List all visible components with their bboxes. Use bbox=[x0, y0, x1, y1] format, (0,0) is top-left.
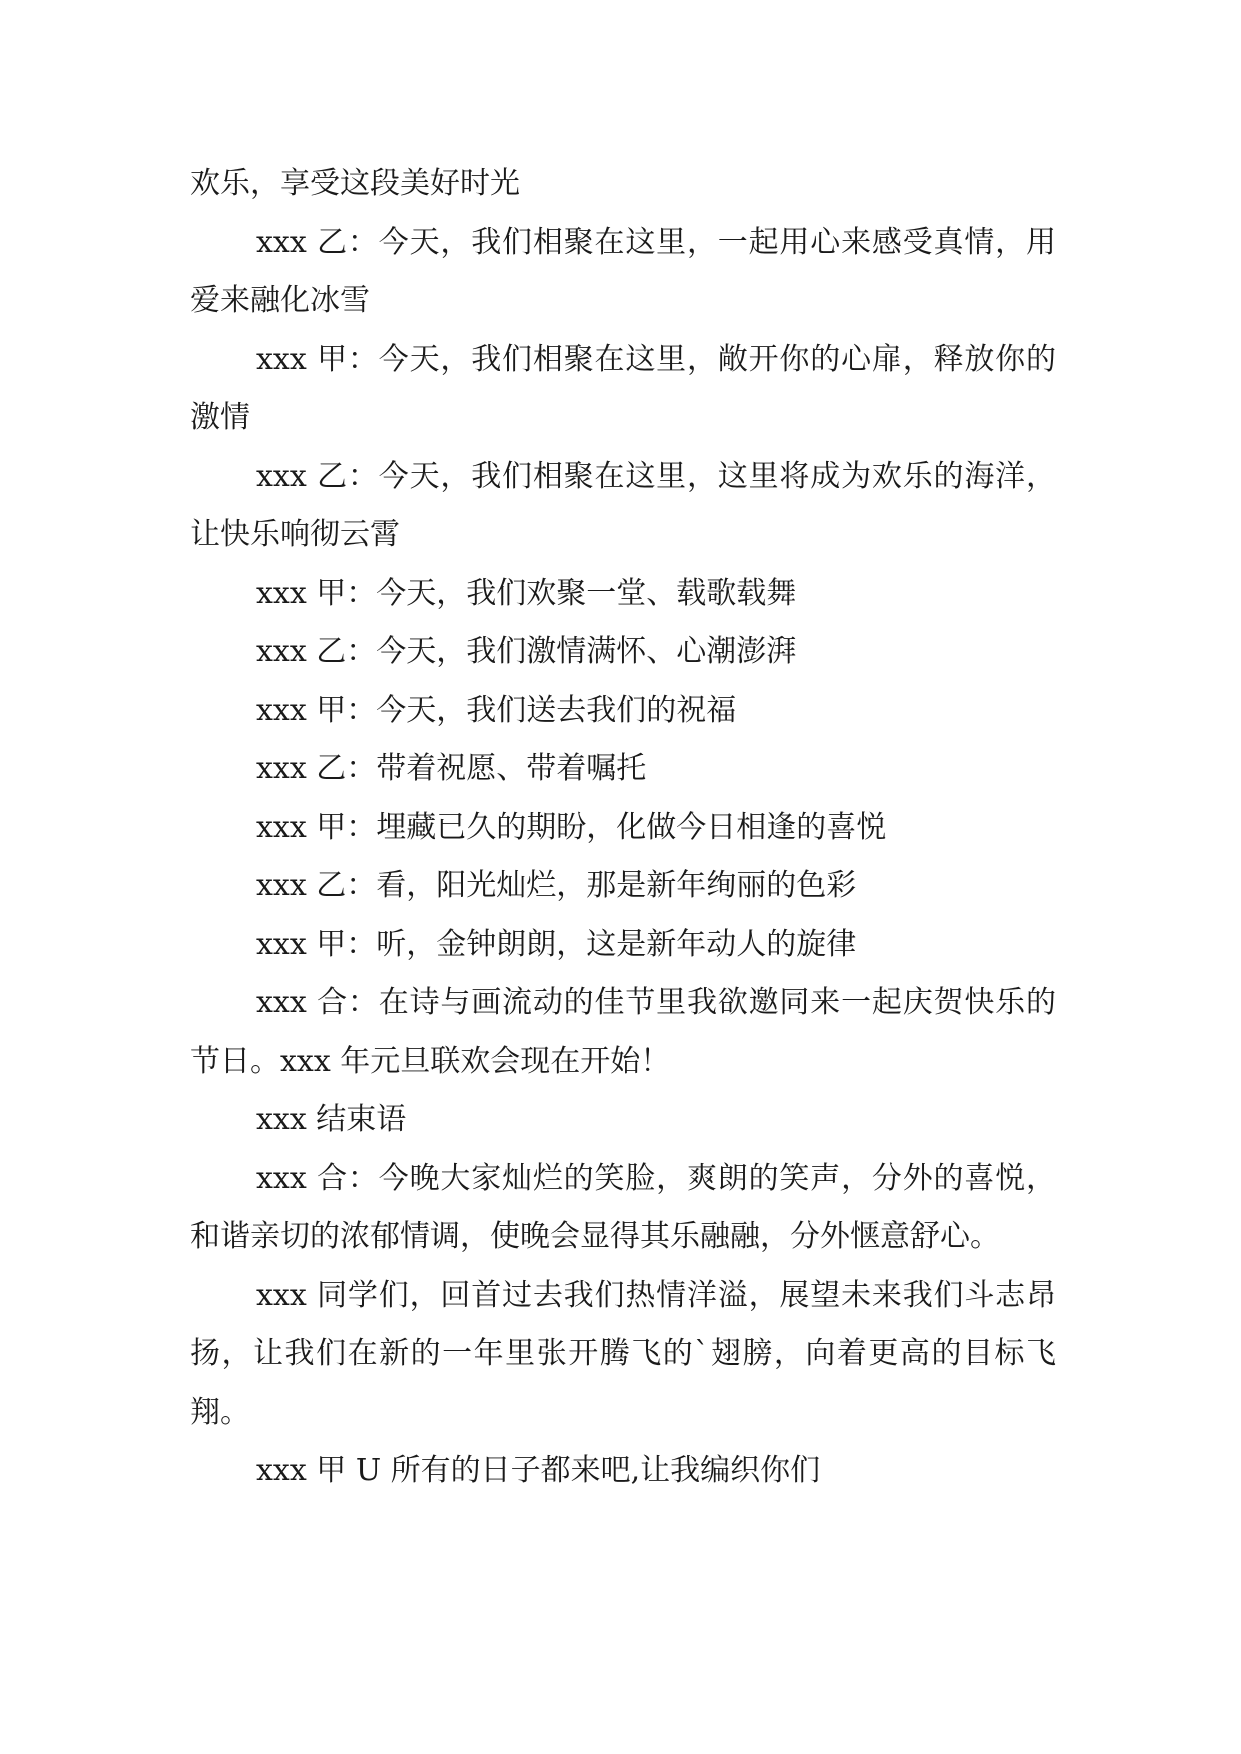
paragraph: 欢乐，享受这段美好时光 bbox=[190, 166, 520, 201]
paragraph: xxx 合：今晚大家灿烂的笑脸，爽朗的笑声，分外的喜悦，和谐亲切的浓郁情调，使晚会显得其乐融融，分外惬意舒心。 bbox=[190, 1160, 1056, 1254]
paragraph: xxx 乙：今天，我们相聚在这里，这里将成为欢乐的海洋，让快乐响彻云霄 bbox=[190, 458, 1056, 552]
paragraph: xxx 同学们，回首过去我们热情洋溢，展望未来我们斗志昂扬，让我们在新的一年里张开腾飞的`翅膀，向着更高的目标飞翔。 bbox=[190, 1277, 1056, 1430]
paragraph: xxx 乙：今天，我们相聚在这里，一起用心来感受真情，用爱来融化冰雪 bbox=[190, 224, 1056, 318]
paragraph: xxx 结束语 bbox=[256, 1102, 407, 1137]
paragraph: xxx 乙：今天，我们激情满怀、心潮澎湃 bbox=[256, 634, 797, 669]
paragraph: xxx 甲：埋藏已久的期盼，化做今日相逢的喜悦 bbox=[256, 809, 887, 845]
paragraph: xxx 乙：看，阳光灿烂，那是新年绚丽的色彩 bbox=[256, 868, 857, 903]
paragraph: xxx 甲：今天，我们相聚在这里，敞开你的心扉，释放你的激情 bbox=[190, 341, 1056, 435]
paragraph: xxx 甲 U 所有的日子都来吧,让我编织你们 bbox=[256, 1453, 821, 1488]
paragraph: xxx 甲：今天，我们送去我们的祝福 bbox=[256, 692, 737, 728]
paragraph: xxx 甲：听，金钟朗朗，这是新年动人的旋律 bbox=[256, 926, 857, 962]
paragraph: xxx 乙：带着祝愿、带着嘱托 bbox=[256, 751, 647, 786]
paragraph: xxx 甲：今天，我们欢聚一堂、载歌载舞 bbox=[256, 575, 797, 611]
document-body bbox=[190, 155, 1056, 1501]
paragraph: xxx 合：在诗与画流动的佳节里我欲邀同来一起庆贺快乐的节日。xxx 年元旦联欢会现在开始！ bbox=[190, 985, 1056, 1079]
